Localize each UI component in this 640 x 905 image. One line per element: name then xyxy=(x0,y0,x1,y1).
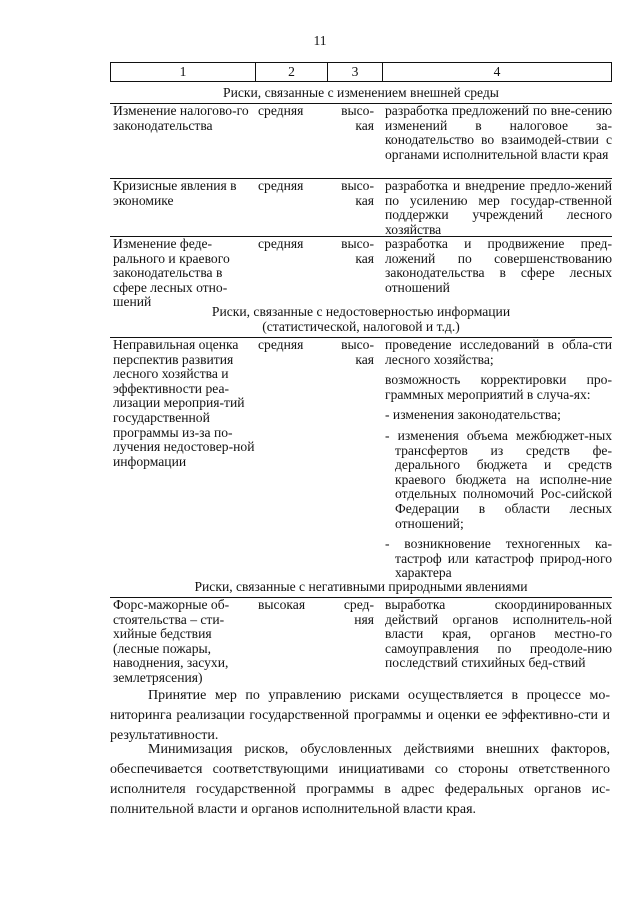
column-header-3: 3 xyxy=(351,64,359,79)
measure-item: выработка скоординированных действий органов исполнитель-ной власти края, органов местно-го самоуправления по преодоле-нию последствий стихийных бед-ствий xyxy=(385,597,612,671)
column-header-4: 4 xyxy=(493,64,501,79)
measure-item: разработка предложений по вне-сению изменений в налоговое за-конодательство во взаимодей-ствии с органами исполнительной власти края xyxy=(385,103,612,162)
table-row xyxy=(110,337,612,581)
probability-cell: средняя xyxy=(258,337,304,352)
measure-item: разработка и продвижение пред-ложений по совершенствованию законодательства в сфере лесных отношений xyxy=(385,236,612,295)
measure-item: - изменения законодательства; xyxy=(385,407,561,423)
section-title: Риски, связанные с недостоверностью информации xyxy=(211,304,511,319)
impact-cell: высо-кая xyxy=(341,178,374,208)
measures-cell xyxy=(385,179,612,243)
measures-cell xyxy=(385,338,612,587)
impact-cell: высо-кая xyxy=(341,103,374,133)
impact-cell: высо-кая xyxy=(341,337,374,367)
measures-cell xyxy=(385,104,612,168)
risk-cell: Изменение налогово-го законодательства xyxy=(113,103,249,133)
section-subtitle: (статистической, налоговой и т.д.) xyxy=(262,319,460,334)
measure-item: разработка и внедрение предло-жений по усилению мер государ-ственной поддержки учреждений лесного хозяйства xyxy=(385,178,612,237)
probability-cell: средняя xyxy=(258,103,304,118)
measure-item: - изменения объема межбюджет-ных трансфертов из средств фе-дерального бюджета и средств краевого бюджета на исполне-ние отдельных полномочий Рос-сийской Федерации в области лесных отношений; xyxy=(385,427,612,531)
measure-item: - возникновение техногенных ка-тастроф или катастроф природ-ного характера xyxy=(385,536,612,581)
risk-cell: Форс-мажорные об-стоятельства – сти-хийные бедствия (лесные пожары, наводнения, засухи, землетрясения) xyxy=(113,597,230,685)
risk-cell: Изменение феде-рального и краевого законодательства в сфере лесных отно-шений xyxy=(113,236,230,310)
table-row xyxy=(110,178,612,237)
section-title: Риски, связанные с изменением внешней среды xyxy=(223,85,499,100)
table-row xyxy=(110,597,612,685)
table-row xyxy=(110,103,612,166)
probability-cell: средняя xyxy=(258,236,304,251)
measures-cell xyxy=(385,598,612,677)
column-header-2: 2 xyxy=(288,64,295,79)
page-number: 11 xyxy=(313,33,327,48)
table-row xyxy=(110,236,612,310)
table-header-row xyxy=(110,62,612,82)
risk-cell: Неправильная оценка перспектив развития лесного хозяйства и эффективности реа-лизации мероприя-тий государственной программы из-за по-лучения недостовер-ной информации xyxy=(113,337,255,469)
measure-item: проведение исследований в обла-сти лесного хозяйства; xyxy=(385,337,612,367)
body-paragraph: Минимизация рисков, обусловленных действиями внешних факторов, обеспечивается соответствующими инициативами со стороны ответственного исполнителя государственной программы в адрес федеральных органов ис-полнительной власти и органов исполнительной власти края. xyxy=(110,742,610,817)
impact-cell: сред-няя xyxy=(343,597,374,627)
risk-cell: Кризисные явления в экономике xyxy=(113,178,237,208)
column-header-1: 1 xyxy=(179,64,187,79)
section-title: Риски, связанные с негативными природными явлениями xyxy=(194,579,528,594)
probability-cell: высокая xyxy=(258,597,306,612)
measure-item: возможность корректировки про-граммных мероприятий в случа-ях: xyxy=(385,372,612,402)
probability-cell: средняя xyxy=(258,178,304,193)
body-paragraph: Принятие мер по управлению рисками осуществляется в процессе мо-ниторинга реализации государственной программы и оценки ее эффективно-сти и результативности. xyxy=(110,688,610,743)
measures-cell xyxy=(385,237,612,301)
impact-cell: высо-кая xyxy=(341,236,374,266)
